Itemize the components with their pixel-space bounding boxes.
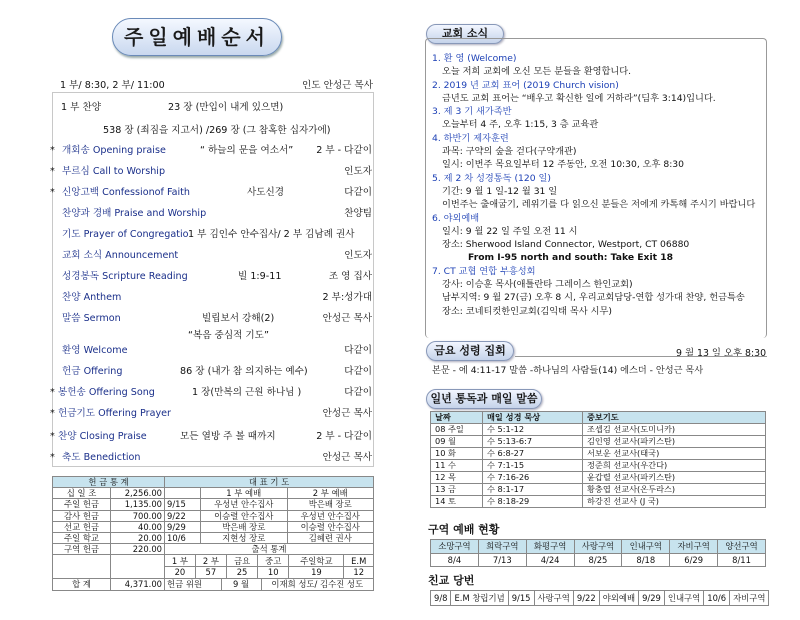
news-text: 금년도 교회 표어는 “배우고 확신한 일에 거하라”(딤후 3:14)입니다. — [442, 92, 716, 104]
district-value: 8/18 — [622, 553, 670, 567]
finance-value: 2,256.00 — [111, 488, 165, 499]
news-text: 일시: 9 월 22 일 주일 오전 11 시 — [442, 225, 578, 237]
news-tag: 교회 소식 — [426, 24, 504, 44]
finance-label: 십 일 조 — [53, 488, 111, 499]
fellowship-group: 사랑구역 — [534, 591, 573, 606]
attendance-value: 57 — [195, 567, 226, 578]
district-header: 자비구역 — [670, 540, 718, 554]
prayer-2bu: 이승렬 안수집사 — [287, 521, 374, 532]
friday-text: 본문 - 에 4:11-17 말씀 -하나님의 사람들(14) 에스더 - 안성근 목사 — [432, 365, 704, 376]
prayer-date: 10/6 — [165, 532, 201, 543]
order-item: * 헌금기도 Offering Prayer 안성근 목사 — [50, 408, 372, 419]
offering-committee-label: 헌금 위원 — [165, 579, 221, 590]
sermon-subtitle: “복음 중심적 기도” — [188, 330, 269, 341]
finance-label: 구역 헌금 — [53, 544, 111, 555]
news-text: 장소: 코네티컷한인교회(김익태 목사 시무) — [442, 305, 612, 317]
worship-order-list — [52, 92, 374, 467]
district-value: 7/13 — [478, 553, 526, 567]
attendance-header: 중고 — [258, 555, 289, 566]
fellowship-group: 자비구역 — [730, 591, 769, 606]
bible-header: 매일 성경 묵상 — [483, 412, 583, 424]
news-text: 오늘 저희 교회에 오신 모든 분들을 환영합니다. — [442, 66, 632, 78]
attendance-title: 출석 통계 — [165, 544, 374, 555]
prayer-1bu: 우성년 안수집사 — [201, 499, 288, 510]
news-list — [432, 52, 768, 318]
district-value: 8/4 — [431, 553, 479, 567]
table-row: 13 금 수 8:1-17 황충엽 선교사(온두라스) — [431, 484, 766, 496]
hymn-1bu: 23 장 (만입이 내게 있으면) — [168, 102, 284, 113]
order-item: 찬양과 경배 Praise and Worship 찬양팀 — [62, 208, 372, 219]
finance-label: 감사 헌금 — [53, 510, 111, 521]
service-schedule: 1 부/ 8:30, 2 부/ 11:00 — [60, 80, 165, 91]
district-header: 소망구역 — [431, 540, 479, 554]
attendance-value: 19 — [289, 567, 344, 578]
finance-label: 주일 헌금 — [53, 499, 111, 510]
district-header: 양선구역 — [718, 540, 766, 554]
attendance-value: 25 — [226, 567, 257, 578]
order-item: * 찬양 Closing Praise 모든 열방 주 볼 때까지 2 부 - 다같이 — [50, 431, 372, 442]
fellowship-group: E.M 창립기념 — [451, 591, 508, 606]
attendance-header: 2 부 — [195, 555, 226, 566]
table-row: 08 주일 수 5:1-12 조셉김 선교사(도미니카) — [431, 424, 766, 436]
order-item: * 신앙고백 Confessionof Faith 사도신경 다같이 — [50, 187, 372, 198]
prayer-header: 1 부 예배 — [201, 488, 288, 499]
district-value: 8/25 — [574, 553, 622, 567]
news-heading: 3. 제 3 기 새가족반 — [432, 106, 512, 118]
finance-title: 헌 금 통 계 — [53, 477, 165, 488]
friday-tag: 금요 성령 집회 — [426, 341, 514, 361]
attendance-value: 12 — [344, 567, 373, 578]
offering-committee-names: 이재희 성도/ 김수진 성도 — [271, 579, 364, 590]
finance-value: 1,135.00 — [111, 499, 165, 510]
table-row: 09 월 수 5:13-6:7 김인영 선교사(파키스탄) — [431, 436, 766, 448]
hymn-label: 1 부 찬양 — [61, 102, 102, 113]
finance-total-label: 합 계 — [53, 578, 111, 590]
table-row: 12 목 수 7:16-26 윤갑렬 선교사(파키스탄) — [431, 472, 766, 484]
order-item: 기도 Prayer of Congregatio 1 부 김인수 안수집사/ 2 부 김남례 권사 — [62, 229, 355, 240]
prayer-title: 대 표 기 도 — [165, 477, 374, 488]
fellowship-date: 9/29 — [639, 591, 665, 606]
attendance-header: E.M — [351, 555, 367, 566]
prayer-date: 9/15 — [165, 499, 201, 510]
prayer-1bu: 박은배 장로 — [201, 521, 288, 532]
fellowship-group: 야외예배 — [599, 591, 638, 606]
news-heading: 2. 2019 년 교회 표어 (2019 Church vision) — [432, 79, 619, 91]
order-item: 교회 소식 Announcement 인도자 — [62, 250, 372, 261]
news-text: 장소: Sherwood Island Connector, Westport, CT 06880 — [442, 239, 690, 251]
news-heading: 4. 하반기 제자훈련 — [432, 132, 509, 144]
order-item: * 부르심 Call to Worship 인도자 — [50, 166, 372, 177]
attendance-value: 10 — [258, 567, 289, 578]
attendance-header: 주일학교 — [289, 555, 344, 566]
attendance-value: 20 — [165, 567, 195, 578]
district-header: 희락구역 — [478, 540, 526, 554]
attendance-table — [165, 555, 373, 577]
table-row: 14 토 수 8:18-29 하강진 선교사 (J 국) — [431, 496, 766, 508]
district-value: 8/11 — [718, 553, 766, 567]
prayer-2bu: 박은배 장로 — [287, 499, 374, 510]
news-text: 오늘부터 4 주, 오후 1:15, 3 층 교육관 — [442, 119, 599, 131]
district-header: 인내구역 — [622, 540, 670, 554]
finance-value: 220.00 — [111, 544, 165, 555]
page-title: 주일예배순서 — [112, 18, 282, 56]
news-heading: 5. 제 2 차 성경통독 (120 일) — [432, 172, 551, 184]
district-header: 사랑구역 — [574, 540, 622, 554]
order-item: * 축도 Benediction 안성근 목사 — [50, 452, 372, 463]
fellowship-title: 친교 당번 — [428, 574, 475, 587]
friday-line — [515, 356, 767, 357]
finance-total: 4,371.00 — [111, 578, 165, 590]
attendance-header: 금요 — [226, 555, 257, 566]
finance-table — [52, 476, 374, 591]
order-item: 헌금 Offering 86 장 (내가 참 의지하는 예수) 다같이 — [62, 366, 372, 377]
fellowship-date: 9/8 — [431, 591, 451, 606]
offering-committee-month: 9 월 — [221, 579, 261, 590]
attendance-header: 1 부 — [165, 555, 195, 566]
news-heading: 1. 환 영 (Welcome) — [432, 53, 517, 64]
prayer-1bu: 지현성 장로 — [201, 532, 288, 543]
district-value: 6/29 — [670, 553, 718, 567]
hymn-2bu: 538 장 (죄짐을 지고서) /269 장 (그 참혹한 십자가에) — [103, 125, 331, 136]
prayer-2bu: 우성년 안수집사 — [287, 510, 374, 521]
friday-date: 9 월 13 일 오후 8:30 — [676, 348, 767, 359]
news-text: 일시: 이번주 목요일부터 12 주동안, 오전 10:30, 오후 8:30 — [442, 159, 684, 171]
news-text: From I-95 north and south: Take Exit 18 — [468, 252, 673, 264]
finance-label: 선교 헌금 — [53, 521, 111, 532]
district-title: 구역 예배 현황 — [428, 523, 500, 536]
news-text: 강사: 이승훈 목사(애틀란타 그레이스 한인교회) — [442, 279, 633, 291]
district-header: 화평구역 — [526, 540, 574, 554]
fellowship-date: 9/22 — [573, 591, 599, 606]
table-row: 11 수 수 7:1-15 정준희 선교사(우간다) — [431, 460, 766, 472]
news-text: 과목: 구약의 숲을 걷다(구약개관) — [442, 146, 577, 158]
fellowship-date: 9/15 — [508, 591, 534, 606]
prayer-date: 9/29 — [165, 521, 201, 532]
news-text: 이번주는 출애굽기, 레위기를 다 읽으신 분들은 저에게 카톡해 주시기 바랍니다 — [442, 199, 756, 211]
order-item: * 봉헌송 Offering Song 1 장(만복의 근원 하나님 ) 다같이 — [50, 387, 372, 398]
finance-value: 20.00 — [111, 532, 165, 543]
bible-header: 중보기도 — [583, 412, 766, 424]
fellowship-table — [430, 590, 769, 606]
news-text: 기간: 9 월 1 일-12 월 31 일 — [442, 185, 558, 197]
order-item: 찬양 Anthem 2 부:성가대 — [62, 292, 372, 303]
order-item: 환영 Welcome 다같이 — [62, 345, 372, 356]
prayer-2bu: 김혜련 권사 — [287, 532, 374, 543]
bible-reading-table — [430, 411, 766, 508]
order-item: * 개회송 Opening praise “ 하늘의 문을 여소서” 2 부 - 다같이 — [50, 145, 372, 156]
order-item: 성경봉독 Scripture Reading 빌 1:9-11 조 영 집사 — [62, 271, 372, 282]
news-heading: 6. 야외예배 — [432, 212, 480, 224]
bible-header: 날짜 — [431, 412, 483, 424]
order-item: 말씀 Sermon 빌립보서 강해(2) 안성근 목사 — [62, 313, 372, 324]
prayer-header: 2 부 예배 — [287, 488, 374, 499]
finance-value: 40.00 — [111, 521, 165, 532]
prayer-1bu: 이승렬 안수집사 — [201, 510, 288, 521]
finance-value: 700.00 — [111, 510, 165, 521]
prayer-date: 9/22 — [165, 510, 201, 521]
finance-label: 주일 학교 — [53, 532, 111, 543]
news-text: 남부지역: 9 월 27(금) 오후 8 시, 우리교회담당-연합 성가대 찬양, 헌금특송 — [442, 292, 745, 304]
worship-leader: 인도 안성근 목사 — [302, 80, 373, 91]
bible-tag: 일년 통독과 매일 말씀 — [426, 389, 542, 409]
district-table — [430, 539, 766, 567]
table-row: 10 화 수 6:8-27 서보운 선교사(태국) — [431, 448, 766, 460]
district-value: 4/24 — [526, 553, 574, 567]
fellowship-group: 인내구역 — [664, 591, 703, 606]
news-heading: 7. CT 교협 연합 부흥성회 — [432, 265, 536, 277]
fellowship-date: 10/6 — [704, 591, 730, 606]
